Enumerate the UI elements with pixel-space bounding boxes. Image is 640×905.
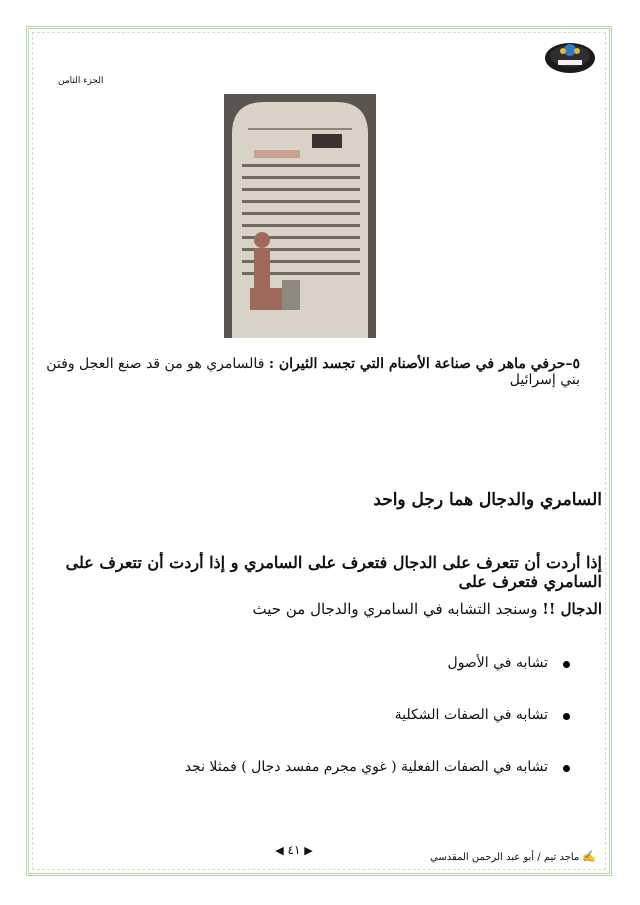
list-item xyxy=(170,759,570,811)
list-item xyxy=(170,707,570,759)
bullet-icon xyxy=(563,661,570,668)
bullet-icon xyxy=(563,713,570,720)
similarity-list xyxy=(170,655,570,811)
list-item-text: تشابه في الأصول xyxy=(447,655,548,671)
point-5-line xyxy=(40,356,580,388)
paragraph-2-bold: الدجال !! xyxy=(542,600,602,618)
part-label: الجزء الثامن xyxy=(58,76,104,86)
next-page-icon[interactable]: ▶ xyxy=(304,844,313,857)
section-heading: السامري والدجال هما رجل واحد xyxy=(373,490,602,510)
page-number-text: ٤١ xyxy=(287,843,301,857)
list-item-text: تشابه في الصفات الفعلية ( غوي مجرم مفسد دجال ) فمثلا نجد xyxy=(184,759,548,775)
paragraph-2 xyxy=(42,600,602,618)
prev-page-icon[interactable]: ◀ xyxy=(275,844,284,857)
book-logo-icon xyxy=(544,36,596,76)
list-item-text: تشابه في الصفات الشكلية xyxy=(394,707,548,723)
paragraph-1: إذا أردت أن تتعرف على الدجال فتعرف على السامري و إذا أردت أن تتعرف على السامري فتعرف على xyxy=(65,553,602,591)
page-number xyxy=(264,843,324,857)
author-text: ماجد تيم / أبو عبد الرحمن المقدسي xyxy=(430,852,580,863)
pen-icon: ✍ xyxy=(582,850,596,863)
paragraph-2-text: وسنجد التشابه في السامري والدجال من حيث xyxy=(252,600,543,618)
bullet-icon xyxy=(563,765,570,772)
stela-image xyxy=(224,94,376,338)
point-5-title: ٥–حرفي ماهر في صناعة الأصنام التي تجسد الثيران : xyxy=(268,356,580,372)
list-item xyxy=(170,655,570,707)
point-5-text: فالسامري هو من قد صنع العجل وفتن بني إسرائيل xyxy=(46,356,580,388)
footer-author xyxy=(430,850,596,863)
